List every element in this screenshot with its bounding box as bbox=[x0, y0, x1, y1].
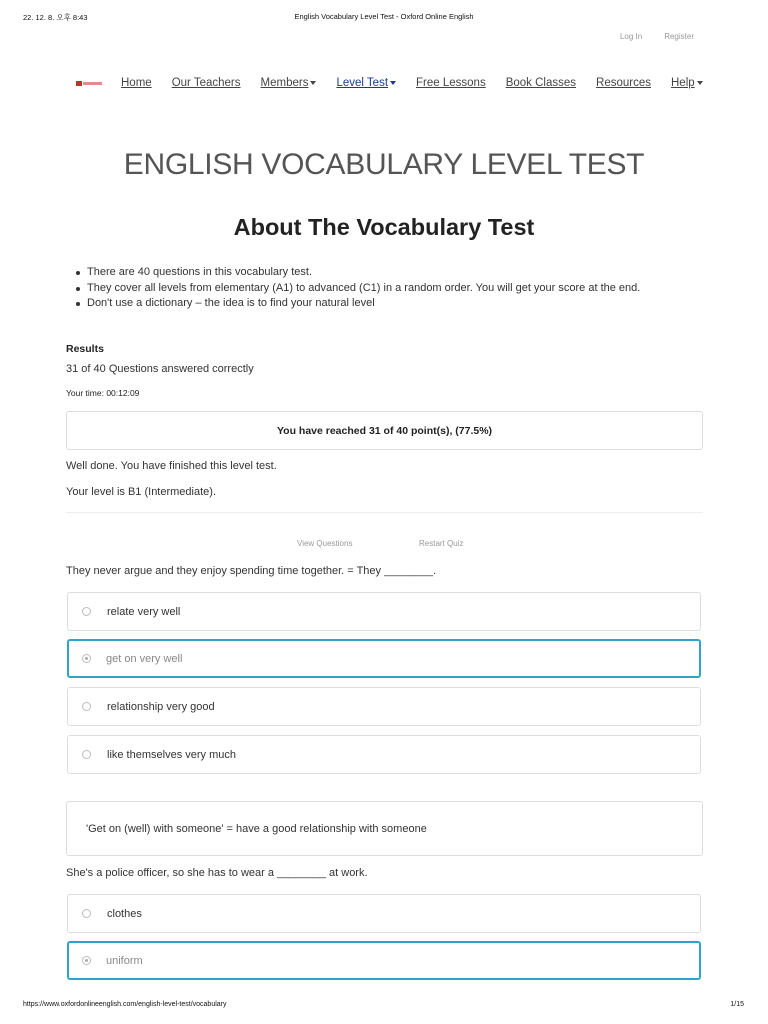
about-item: Don't use a dictionary – the idea is to find your natural level bbox=[76, 296, 640, 312]
results-heading: Results bbox=[66, 343, 104, 355]
radio-button[interactable] bbox=[82, 909, 91, 918]
about-item: There are 40 questions in this vocabulary test. bbox=[76, 265, 640, 281]
answer-option-label: like themselves very much bbox=[107, 748, 236, 761]
auth-links bbox=[620, 32, 694, 41]
answer-option-label: uniform bbox=[106, 954, 143, 967]
radio-button-checked[interactable] bbox=[82, 654, 91, 663]
nav-help[interactable] bbox=[671, 77, 703, 89]
page-title: ENGLISH VOCABULARY LEVEL TEST bbox=[123, 148, 645, 181]
oxford-logo-icon bbox=[76, 80, 102, 87]
nav-home[interactable]: Home bbox=[121, 77, 152, 89]
login-link[interactable]: Log In bbox=[619, 32, 643, 41]
question-text: They never argue and they enjoy spending time together. = They ________. bbox=[66, 565, 437, 577]
print-date: 22. 12. 8. 오후 8:43 bbox=[23, 13, 88, 22]
answer-option-label: relationship very good bbox=[107, 700, 215, 713]
answer-option-label: clothes bbox=[107, 907, 142, 920]
print-url: https://www.oxfordonlineenglish.com/english-level-test/vocabulary bbox=[23, 1001, 227, 1008]
nav-members[interactable] bbox=[261, 77, 317, 89]
print-page-number: 1/15 bbox=[730, 1001, 744, 1008]
results-correct-count: 31 of 40 Questions answered correctly bbox=[66, 363, 254, 375]
nav-help-label: Help bbox=[671, 77, 695, 89]
points-box bbox=[66, 411, 703, 450]
caret-down-icon bbox=[390, 81, 396, 85]
about-list bbox=[76, 265, 640, 312]
about-item: They cover all levels from elementary (A1) to advanced (C1) in a random order. You will get your score at the end. bbox=[76, 281, 640, 297]
radio-button[interactable] bbox=[82, 702, 91, 711]
divider bbox=[66, 512, 703, 513]
caret-down-icon bbox=[310, 81, 316, 85]
nav-level-test[interactable] bbox=[336, 77, 396, 89]
main-navbar bbox=[76, 74, 723, 92]
question-text: She's a police officer, so she has to wear a ________ at work. bbox=[66, 867, 368, 879]
points-text: You have reached 31 of 40 point(s), (77.5%) bbox=[276, 424, 493, 437]
answer-option-label: relate very well bbox=[107, 605, 181, 618]
register-link[interactable]: Register bbox=[664, 32, 694, 41]
nav-resources[interactable]: Resources bbox=[596, 77, 651, 89]
nav-free-lessons[interactable]: Free Lessons bbox=[416, 77, 486, 89]
answer-option[interactable] bbox=[67, 592, 701, 631]
results-time: Your time: 00:12:09 bbox=[66, 388, 140, 398]
answer-option-label: get on very well bbox=[106, 652, 183, 665]
answer-option[interactable] bbox=[67, 687, 701, 726]
nav-level-test-label: Level Test bbox=[336, 77, 389, 89]
radio-button[interactable] bbox=[82, 750, 91, 759]
level-result: Your level is B1 (Intermediate). bbox=[66, 486, 216, 498]
about-title: About The Vocabulary Test bbox=[233, 214, 535, 240]
oxford-logo[interactable] bbox=[76, 80, 102, 87]
nav-our-teachers[interactable]: Our Teachers bbox=[171, 77, 241, 89]
answer-option[interactable] bbox=[67, 894, 701, 933]
well-done-message: Well done. You have finished this level test. bbox=[66, 460, 277, 472]
caret-down-icon bbox=[697, 81, 703, 85]
print-footer bbox=[0, 1001, 768, 1013]
answer-option[interactable] bbox=[67, 735, 701, 774]
radio-button-checked[interactable] bbox=[82, 956, 91, 965]
print-header bbox=[0, 12, 768, 24]
answer-option-selected[interactable] bbox=[67, 941, 701, 980]
answer-option-selected[interactable] bbox=[67, 639, 701, 678]
restart-quiz-button[interactable]: Restart Quiz bbox=[419, 539, 464, 548]
radio-button[interactable] bbox=[82, 607, 91, 616]
view-questions-button[interactable]: View Questions bbox=[297, 539, 353, 548]
nav-members-label: Members bbox=[260, 77, 309, 89]
answer-explanation bbox=[66, 801, 703, 856]
print-title: English Vocabulary Level Test - Oxford Online English bbox=[294, 12, 474, 21]
nav-book-classes[interactable]: Book Classes bbox=[505, 77, 577, 89]
explanation-text: 'Get on (well) with someone' = have a good relationship with someone bbox=[86, 822, 427, 835]
